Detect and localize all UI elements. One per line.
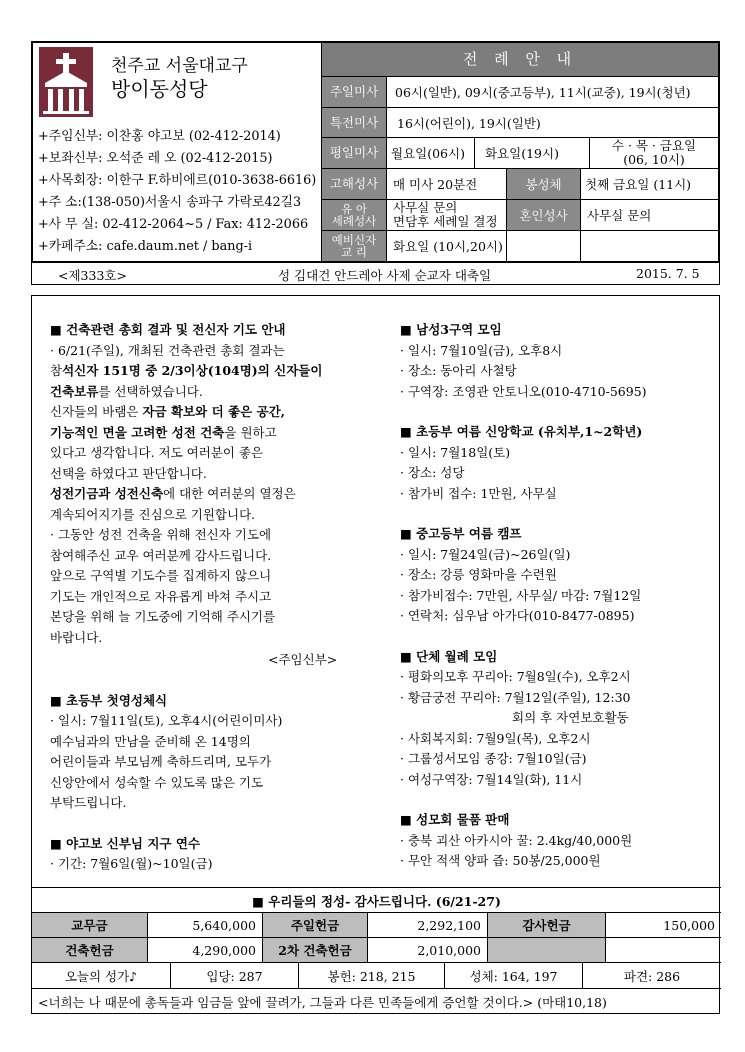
finance-title-row — [32, 887, 721, 912]
notice-communion-line: 신앙안에서 성숙할 수 있도록 많은 기도 — [50, 774, 264, 790]
notice-building-line: 앞으로 구역별 기도수를 집계하지 않으니 — [50, 568, 272, 583]
notice-building-line — [50, 423, 337, 444]
notice-meetings-title: ■ 단체 월례 모임 — [400, 648, 498, 664]
issue-bar — [31, 263, 720, 285]
finance-label: 2차 건축헌금 — [262, 938, 367, 962]
bulletin-body — [31, 295, 720, 1014]
contact-address: +주 소:(138-050)서울시 송파구 가락로42길3 — [38, 195, 302, 210]
notice-communion-line: 부탁드립니다. — [50, 795, 127, 810]
sunday-mass-label: 주일미사 — [322, 77, 386, 107]
finance-row-1 — [32, 912, 721, 937]
notice-meetings-line: · 황금궁전 꾸리아: 7월12일(주일), 12:30 — [400, 689, 631, 705]
text: 에 대한 여러분의 열정은 — [163, 486, 296, 501]
notice-sales-title: ■ 성모회 물품 판매 — [400, 812, 510, 827]
notice-summer-school-title: ■ 초등부 여름 신앙학교 (유치부,1~2학년) — [400, 424, 643, 439]
contact-cafe: +카페주소: cafe.daum.net / bang-i — [38, 239, 253, 254]
weekday-mass-label: 평일미사 — [322, 138, 386, 168]
notice-summer-school-line: · 장소: 성당 — [400, 465, 465, 480]
scripture-verse: <너희는 나 때문에 총독들과 임금들 앞에 끌려가, 그들과 다른 민족들에게 증언할 것이다.> (마태10,18) — [38, 994, 607, 1010]
notice-building-line: 기도는 개인적으로 자유롭게 바쳐 주시고 — [50, 588, 272, 604]
catechism-label-2: 교 리 — [341, 245, 367, 259]
finance-label: 교무금 — [32, 913, 147, 937]
notice-meetings-line: 회의 후 자연보호활동 — [512, 710, 629, 725]
infant-baptism-info — [386, 200, 506, 230]
hymn-recessional: 파견: 286 — [582, 963, 721, 988]
contact-council: +사목회장: 이한구 F.하비에르(010-3638-6616) — [38, 173, 317, 188]
issue-number: <제333호> — [58, 268, 127, 283]
catechism-label — [322, 231, 386, 261]
finance-label: 감사헌금 — [487, 913, 605, 937]
weekday-mass-row — [322, 137, 718, 168]
confession-label: 고해성사 — [322, 169, 386, 199]
notice-meetings-line: · 그룹성서모임 종강: 7월10일(금) — [400, 751, 587, 766]
feast-name: 성 김대건 안드레아 사제 순교자 대축일 — [278, 268, 492, 283]
confession-row — [322, 168, 718, 199]
text: 신자들의 바램은 — [50, 404, 143, 419]
notice-communion-line: 예수님과의 만남을 준비해 온 14명의 — [50, 733, 251, 749]
notice-building-line: 본당을 위해 늘 기도중에 기억해 주시기를 — [50, 609, 276, 624]
text-bold: 기능적인 면을 고려한 성전 건축 — [50, 424, 225, 440]
text: 을 원하고 — [224, 424, 277, 440]
catechism-empty-1 — [506, 231, 580, 261]
left-column — [50, 320, 337, 875]
hymn-label: 오늘의 성가♪ — [64, 968, 138, 984]
contact-assistant: +보좌신부: 오석준 레 오 (02-412-2015) — [38, 151, 273, 166]
liturgy-schedule — [322, 43, 718, 261]
finance-label: 주일헌금 — [262, 913, 367, 937]
marriage-info: 사무실 문의 — [580, 200, 718, 230]
finance-title: ■ 우리들의 정성- 감사드립니다. (6/21-27) — [252, 893, 501, 909]
infant-baptism-label-2: 세례성사 — [331, 214, 377, 228]
diocese-name: 천주교 서울대교구 — [111, 56, 248, 76]
notice-building-line: 있다고 생각합니다. 저도 여러분이 좋은 — [50, 445, 264, 460]
text: 참 — [50, 363, 63, 378]
parish-name: 방이동성당 — [111, 77, 208, 101]
text: 를 선택하였습니다. — [98, 383, 203, 399]
notice-building-line: 바랍니다. — [50, 629, 103, 645]
notice-meetings-line: · 평화의모후 꾸리아: 7월8일(수), 오후2시 — [400, 669, 631, 684]
notice-signature: <주임신부> — [268, 652, 338, 667]
notice-building-line: 계속되어지기를 진심으로 기원합니다. — [50, 506, 256, 522]
notice-summer-school-line: · 일시: 7월18일(토) — [400, 444, 511, 460]
contact-office: +사 무 실: 02-412-2064~5 / Fax: 412-2066 — [38, 217, 309, 232]
catechism-label-1: 예비신자 — [331, 232, 377, 247]
notice-building-line: · 6/21(주일), 개최된 건축관련 총회 결과는 — [50, 342, 285, 358]
anointing-label: 봉성체 — [506, 169, 580, 199]
weekday-tue: 화요일(19시) — [474, 138, 589, 168]
notice-camp-line: · 연락처: 심우남 아가다(010-8477-0895) — [400, 608, 635, 623]
special-mass-row — [322, 107, 718, 137]
hymn-row — [32, 962, 721, 988]
notice-camp-line: · 참가비접수: 7만원, 사무실/ 마감: 7월12일 — [400, 587, 642, 603]
notice-building-line: · 그동안 성전 건축을 위해 전신자 기도에 — [50, 527, 272, 542]
weekday-wed-times: (06, 10시) — [623, 152, 685, 167]
marriage-label: 혼인성사 — [506, 200, 580, 230]
notice-communion-line: · 일시: 7월11일(토), 오후4시(어린이미사) — [50, 713, 283, 728]
confession-time: 매 미사 20분전 — [386, 169, 506, 199]
infant-baptism-label-1: 유 아 — [341, 201, 367, 216]
right-column — [400, 320, 647, 872]
notice-mens-line: · 장소: 동아리 사철탕 — [400, 363, 517, 378]
hymn-communion: 성체: 164, 197 — [444, 963, 582, 988]
finance-value — [605, 938, 721, 962]
special-mass-label: 특전미사 — [322, 108, 386, 137]
notice-sales-line: · 무안 적색 양파 즙: 50봉/25,000원 — [400, 853, 601, 868]
notice-meetings-line: · 사회복지회: 7월9일(목), 오후2시 — [400, 730, 591, 746]
notice-building-line — [50, 484, 337, 505]
parish-logo — [39, 47, 93, 117]
notice-building-line — [50, 382, 337, 403]
infant-baptism-info-1: 사무실 문의 — [393, 199, 458, 215]
infant-baptism-label — [322, 200, 386, 230]
hymn-offertory: 봉헌: 218, 215 — [298, 963, 444, 988]
notice-camp-line: · 장소: 강릉 영화마을 수련원 — [400, 567, 557, 582]
text-bold: 성전기금과 성전신축 — [50, 486, 164, 501]
contact-pastor: +주임신부: 이찬홍 야고보 (02-412-2014) — [38, 129, 281, 144]
infant-baptism-row — [322, 199, 718, 230]
hymn-entrance: 입당: 287 — [170, 963, 298, 988]
finance-label — [487, 938, 605, 962]
finance-value: 2,292,100 — [367, 913, 487, 937]
text-bold: 석신자 151명 중 2/3이상(104명)의 신자들이 — [62, 363, 323, 378]
text-bold: 건축보류 — [50, 383, 99, 399]
notice-building-line: 선택을 하였다고 판단합니다. — [50, 465, 207, 481]
infant-baptism-info-2: 면담후 세례일 결정 — [393, 214, 498, 229]
notice-communion-line: 어린이들과 부모님께 축하드리며, 모두가 — [50, 754, 272, 769]
notice-summer-school-line: · 참가비 접수: 1만원, 사무실 — [400, 485, 557, 501]
parish-info — [33, 43, 322, 261]
text-bold: 자금 확보와 더 좋은 공간, — [142, 404, 285, 419]
finance-value: 2,010,000 — [367, 938, 487, 962]
notice-communion-title: ■ 초등부 첫영성체식 — [50, 692, 168, 708]
notice-training-title: ■ 야고보 신부님 지구 연수 — [50, 835, 200, 851]
finance-value: 150,000 — [605, 913, 721, 937]
finance-value: 4,290,000 — [147, 938, 262, 962]
notice-building-line — [50, 361, 337, 382]
notice-sales-line: · 충북 괴산 아카시아 꿀: 2.4kg/40,000원 — [400, 832, 633, 848]
catechism-time: 화요일 (10시,20시) — [386, 231, 506, 261]
notice-training-line: · 기간: 7월6일(월)~10일(금) — [50, 856, 213, 871]
weekday-wed-days: 수 · 목 · 금요일 — [611, 137, 697, 153]
anointing-time: 첫째 금요일 (11시) — [580, 169, 718, 199]
notice-building-line: 참여해주신 교우 여러분께 감사드립니다. — [50, 547, 272, 563]
catechism-empty-2 — [580, 231, 718, 261]
sunday-mass-row — [322, 76, 718, 107]
notice-mens-line: · 구역장: 조영관 안토니오(010-4710-5695) — [400, 383, 647, 399]
notice-building-title: ■ 건축관련 총회 결과 및 전신자 기도 안내 — [50, 322, 286, 337]
weekday-mon: 월요일(06시) — [386, 138, 474, 168]
catechism-row — [322, 230, 718, 261]
church-icon — [39, 47, 93, 117]
weekday-wed-fri — [589, 138, 718, 168]
finance-value: 5,640,000 — [147, 913, 262, 937]
finance-label: 건축헌금 — [32, 938, 147, 962]
notice-mens-line: · 일시: 7월10일(금), 오후8시 — [400, 342, 563, 358]
special-mass-times: 16시(어린이), 19시(일반) — [386, 108, 718, 137]
notice-mens-title: ■ 남성3구역 모임 — [400, 322, 502, 337]
bulletin-header — [31, 41, 720, 263]
issue-date: 2015. 7. 5 — [636, 266, 700, 281]
verse-row — [32, 988, 721, 1013]
sunday-mass-times: 06시(일반), 09시(중고등부), 11시(교중), 19시(청년) — [386, 77, 718, 107]
notice-building-line — [50, 402, 337, 423]
notice-meetings-line: · 여성구역장: 7월14일(화), 11시 — [400, 771, 583, 787]
notice-camp-title: ■ 중고등부 여름 캠프 — [400, 526, 522, 541]
finance-row-2 — [32, 937, 721, 962]
schedule-title: 전 례 안 내 — [322, 43, 718, 76]
notice-camp-line: · 일시: 7월24일(금)~26일(일) — [400, 546, 571, 562]
